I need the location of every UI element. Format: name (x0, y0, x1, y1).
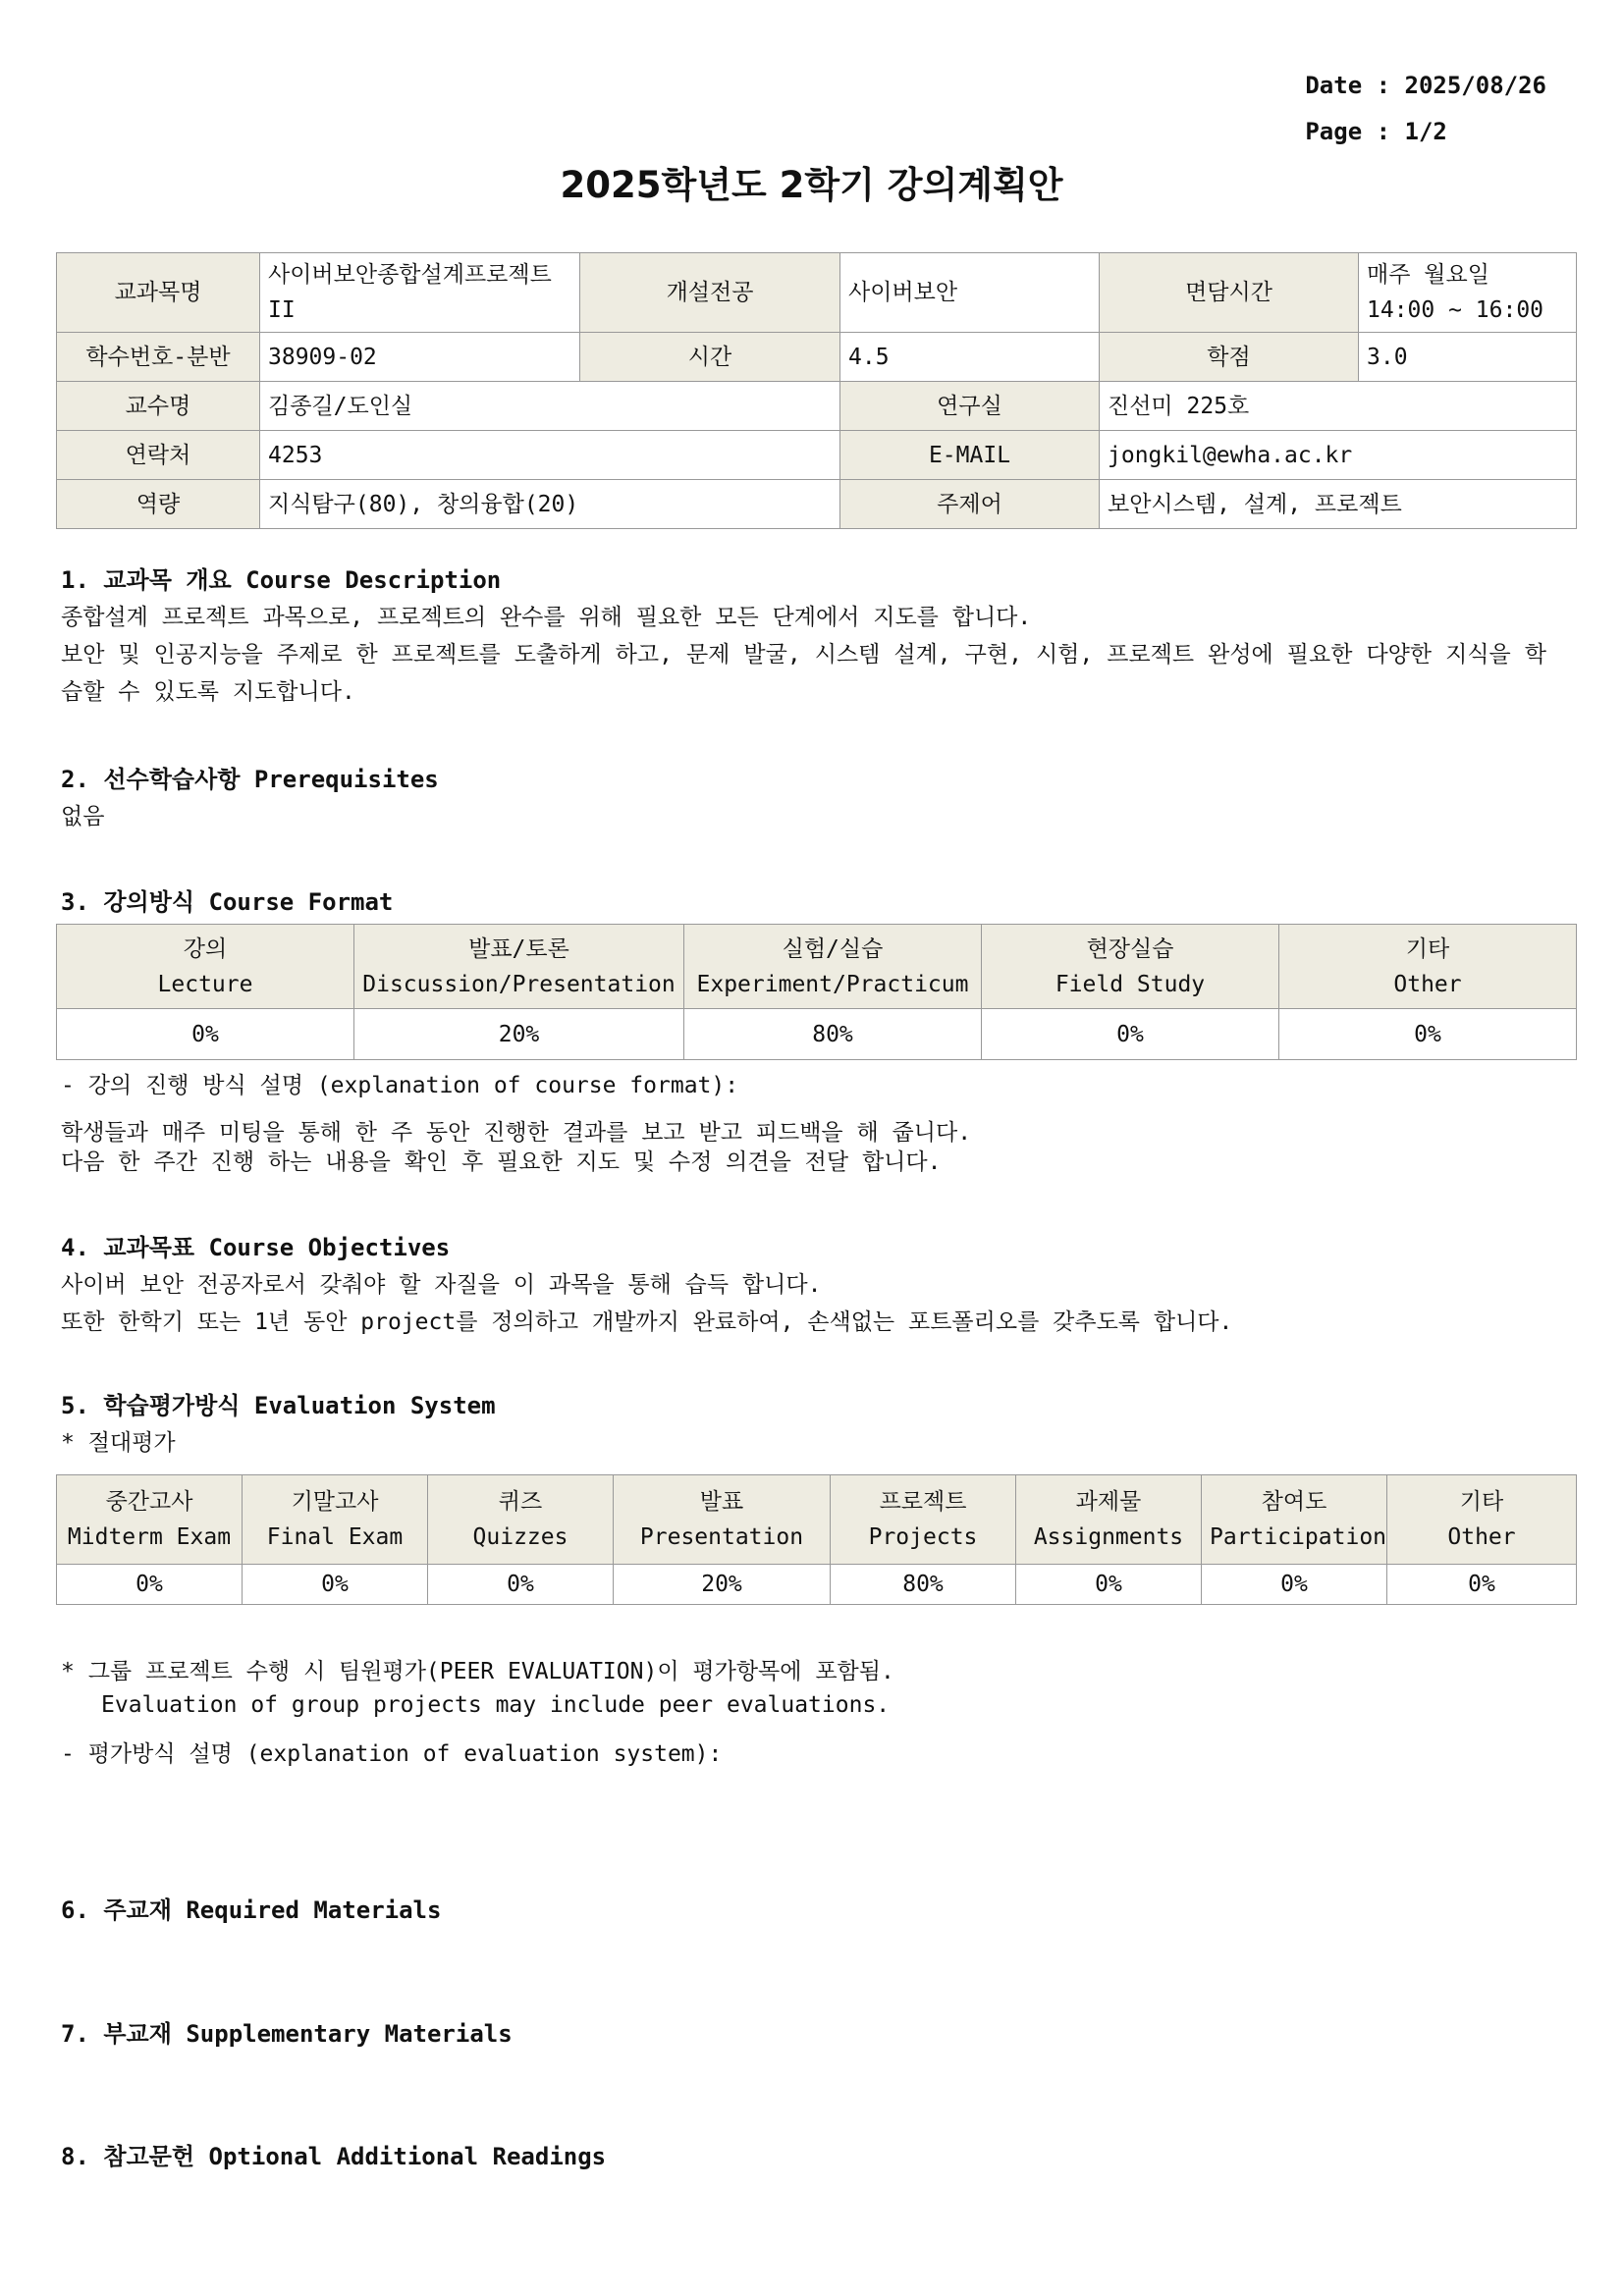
course-info-table (56, 252, 1577, 529)
format-header: 기타 Other (1279, 925, 1577, 1009)
course-no-label: 학수번호-분반 (57, 333, 260, 382)
email-label: E-MAIL (840, 431, 1100, 480)
major-value: 사이버보안 (840, 253, 1100, 333)
evaluation-value: 0% (57, 1565, 243, 1605)
evaluation-header: 프로젝트 Projects (831, 1475, 1016, 1565)
date-label: Date : 2025/08/26 (1305, 72, 1546, 99)
explanation-label: - 강의 진행 방식 설명 (explanation of course format): (61, 1073, 739, 1098)
evaluation-value: 0% (1202, 1565, 1387, 1605)
format-value: 0% (982, 1009, 1279, 1060)
keyword-label: 주제어 (840, 480, 1100, 529)
office-value: 진선미 225호 (1100, 382, 1577, 431)
format-value: 20% (354, 1009, 684, 1060)
competency-value: 지식탐구(80), 창의융합(20) (260, 480, 840, 529)
evaluation-header: 기타 Other (1387, 1475, 1577, 1565)
evaluation-value: 0% (428, 1565, 614, 1605)
evaluation-value: 0% (243, 1565, 428, 1605)
format-header: 현장실습 Field Study (982, 925, 1279, 1009)
format-value: 0% (1279, 1009, 1577, 1060)
section-heading: 8. 참고문헌 Optional Additional Readings (61, 2143, 607, 2170)
peer-note-line: * 그룹 프로젝트 수행 시 팀원평가(PEER EVALUATION)이 평가항목에 포함됨. (61, 1659, 894, 1684)
course-format-table (56, 924, 1577, 1060)
course-name-label: 교과목명 (57, 253, 260, 333)
office-label: 연구실 (840, 382, 1100, 431)
section-heading: 3. 강의방식 Course Format (61, 888, 394, 916)
course-name-value: 사이버보안종합설계프로젝트 II (260, 253, 580, 333)
evaluation-header: 과제물 Assignments (1016, 1475, 1202, 1565)
description-line: 보안 및 인공지능을 주제로 한 프로젝트를 도출하게 하고, 문제 발굴, 시스템 설계, 구현, 시험, 프로젝트 완성에 필요한 다양한 지식을 학습할 수 있도록 지도합니다. (61, 642, 1546, 705)
section-evaluation-system (61, 1387, 1546, 1462)
section-supplementary-materials (61, 2015, 1546, 2053)
major-label: 개설전공 (580, 253, 840, 333)
evaluation-header: 참여도 Participation (1202, 1475, 1387, 1565)
evaluation-header: 발표 Presentation (614, 1475, 831, 1565)
evaluation-table (56, 1474, 1577, 1605)
evaluation-header: 퀴즈 Quizzes (428, 1475, 614, 1565)
time-label: 시간 (580, 333, 840, 382)
description-line: 종합설계 프로젝트 과목으로, 프로젝트의 완수를 위해 필요한 모든 단계에서 지도를 합니다. (61, 605, 1032, 630)
time-value: 4.5 (840, 333, 1100, 382)
section-required-materials (61, 1892, 1546, 1929)
competency-label: 역량 (57, 480, 260, 529)
section-heading: 5. 학습평가방식 Evaluation System (61, 1392, 496, 1419)
prerequisites-text: 없음 (61, 804, 105, 829)
professor-value: 김종길/도인실 (260, 382, 840, 431)
objectives-line: 또한 한학기 또는 1년 동안 project를 정의하고 개발까지 완료하여, 손색없는 포트폴리오를 갖추도록 합니다. (61, 1309, 1233, 1335)
credit-label: 학점 (1100, 333, 1359, 382)
keyword-value: 보안시스템, 설계, 프로젝트 (1100, 480, 1577, 529)
office-hours-value: 매주 월요일 14:00 ~ 16:00 (1359, 253, 1577, 333)
format-value: 80% (684, 1009, 982, 1060)
office-hours-label: 면담시간 (1100, 253, 1359, 333)
page-label: Page : 1/2 (1305, 118, 1447, 145)
section-prerequisites (61, 761, 1546, 835)
evaluation-value: 80% (831, 1565, 1016, 1605)
evaluation-value: 20% (614, 1565, 831, 1605)
section-heading: 4. 교과목표 Course Objectives (61, 1234, 451, 1261)
section-course-objectives (61, 1229, 1546, 1341)
course-format-explanation (61, 1067, 1546, 1177)
page-title: 2025학년도 2학기 강의계획안 (560, 164, 1063, 206)
contact-label: 연락처 (57, 431, 260, 480)
evaluation-note: * 절대평가 (61, 1430, 176, 1456)
section-course-format (61, 883, 1546, 921)
peer-evaluation-note (61, 1655, 1546, 1773)
evaluation-value: 0% (1387, 1565, 1577, 1605)
explanation-line: 다음 한 주간 진행 하는 내용을 확인 후 필요한 지도 및 수정 의견을 전달 합니다. (61, 1149, 942, 1175)
contact-value: 4253 (260, 431, 840, 480)
course-no-value: 38909-02 (260, 333, 580, 382)
evaluation-explanation-label: - 평가방식 설명 (explanation of evaluation system): (61, 1741, 723, 1767)
section-course-description (61, 561, 1546, 711)
evaluation-value: 0% (1016, 1565, 1202, 1605)
evaluation-header: 기말고사 Final Exam (243, 1475, 428, 1565)
format-header: 발표/토론 Discussion/Presentation (354, 925, 684, 1009)
document-meta (1305, 63, 1546, 155)
format-header: 강의 Lecture (57, 925, 354, 1009)
credit-value: 3.0 (1359, 333, 1577, 382)
section-optional-readings (61, 2138, 1546, 2175)
section-heading: 2. 선수학습사항 Prerequisites (61, 766, 439, 793)
email-value[interactable]: jongkil@ewha.ac.kr (1100, 431, 1577, 480)
professor-label: 교수명 (57, 382, 260, 431)
objectives-line: 사이버 보안 전공자로서 갖춰야 할 자질을 이 과목을 통해 습득 합니다. (61, 1272, 822, 1298)
peer-note-line: Evaluation of group projects may include peer evaluations. (101, 1692, 891, 1718)
format-value: 0% (57, 1009, 354, 1060)
section-heading: 6. 주교재 Required Materials (61, 1896, 442, 1924)
section-heading: 1. 교과목 개요 Course Description (61, 566, 502, 594)
evaluation-header: 중간고사 Midterm Exam (57, 1475, 243, 1565)
explanation-line: 학생들과 매주 미팅을 통해 한 주 동안 진행한 결과를 보고 받고 피드백을 해 줍니다. (61, 1120, 972, 1146)
format-header: 실험/실습 Experiment/Practicum (684, 925, 982, 1009)
section-heading: 7. 부교재 Supplementary Materials (61, 2020, 513, 2048)
